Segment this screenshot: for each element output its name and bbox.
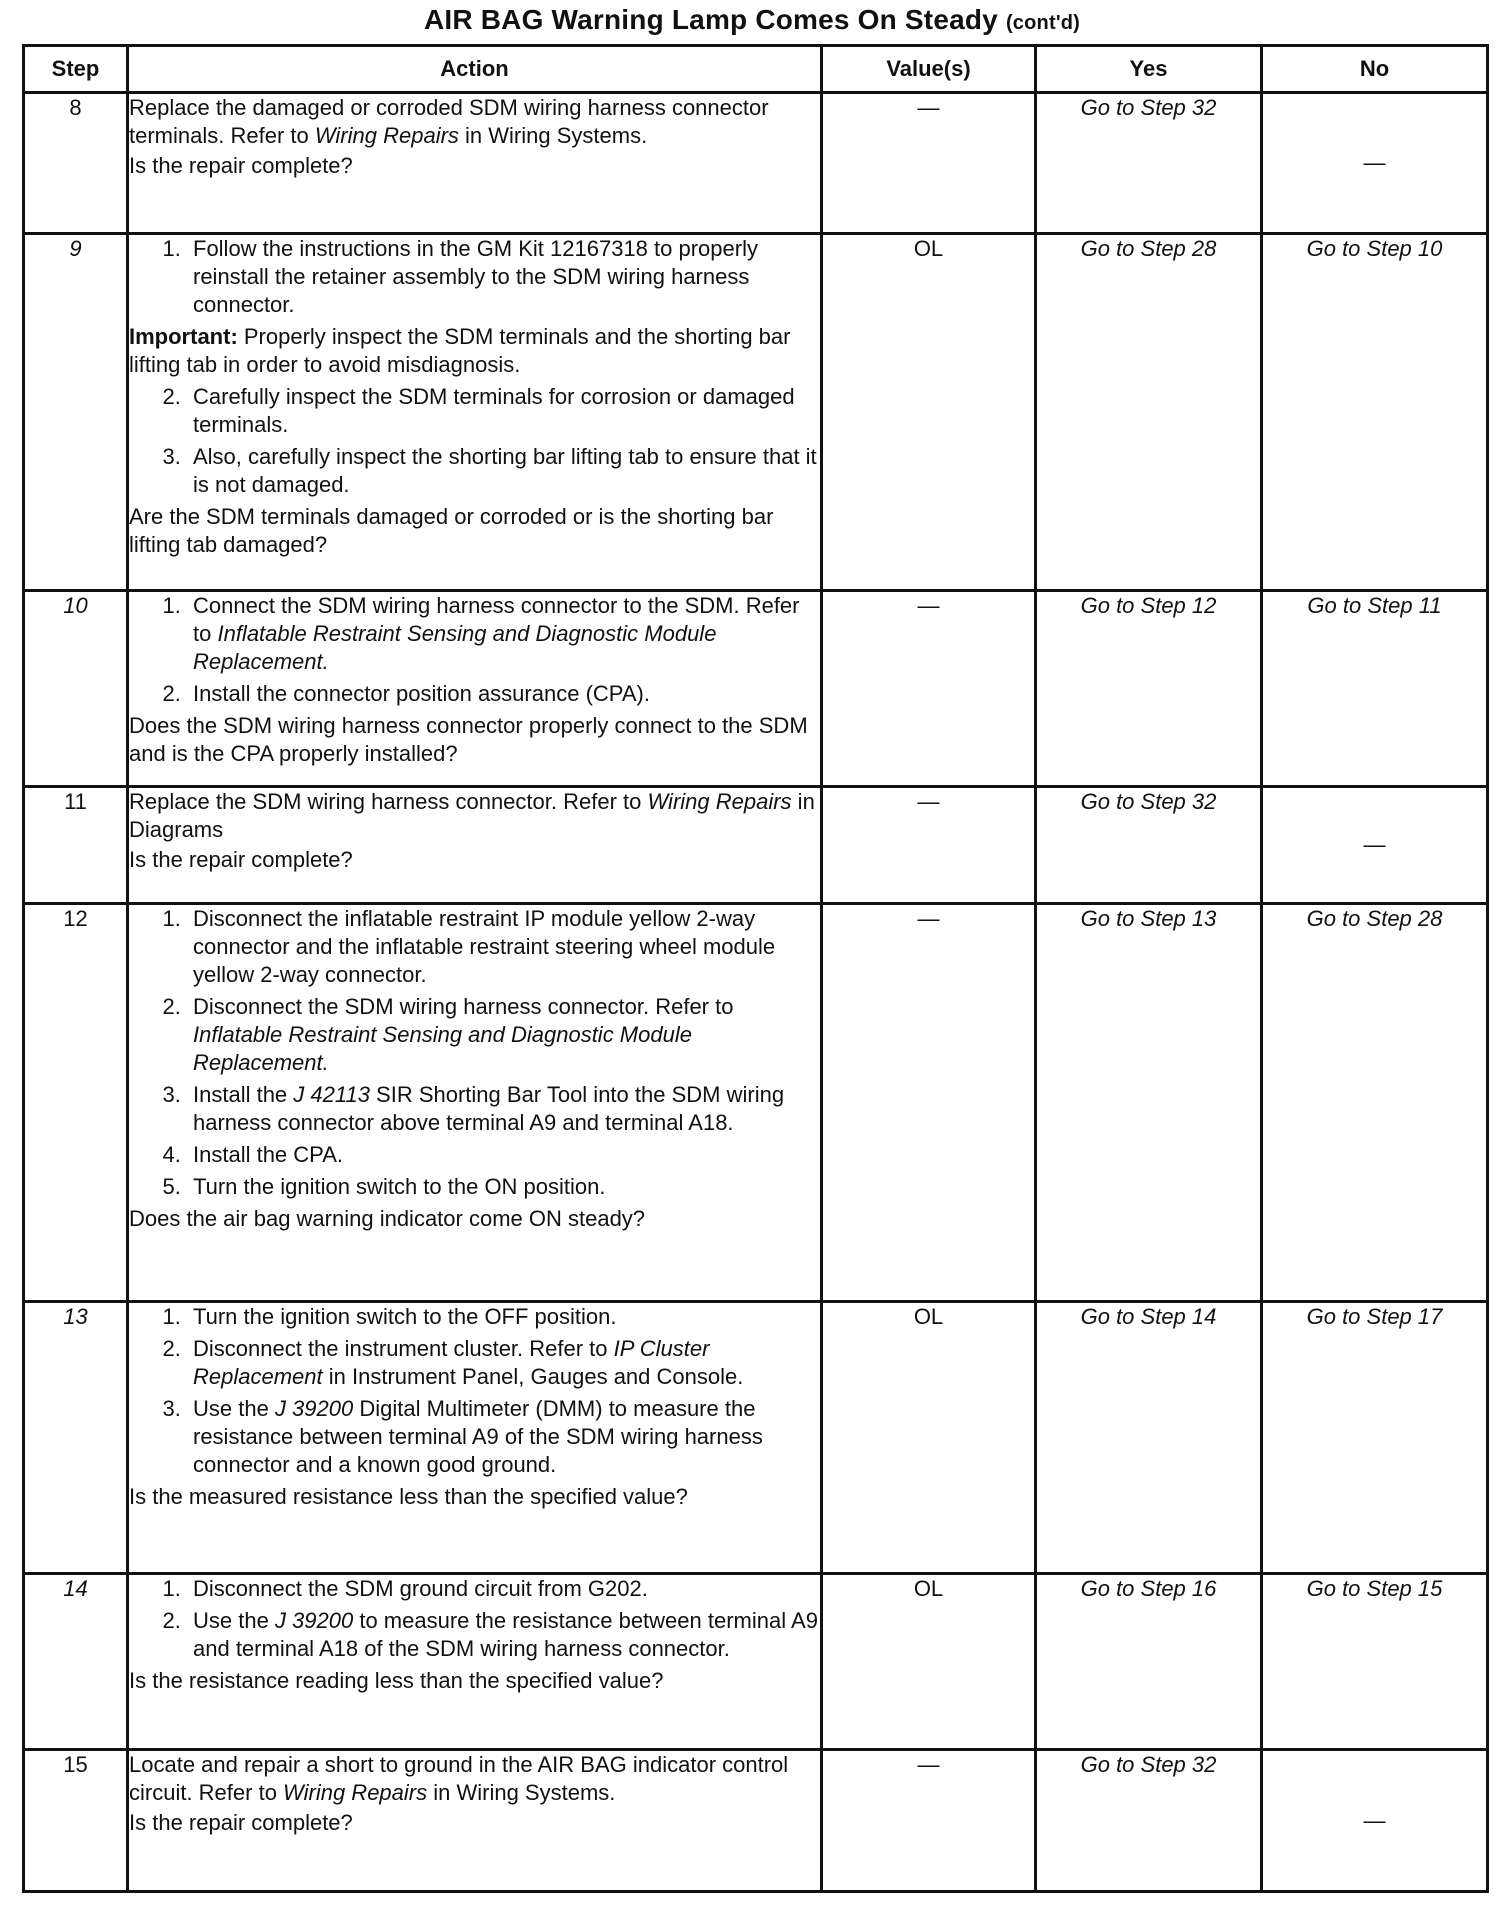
list-item: 2. Use the J 39200 to measure the resistance between terminal A9 and terminal A18 of the SDM wiring harness connector. bbox=[187, 1607, 820, 1663]
action-list bbox=[129, 383, 820, 499]
list-item: 1. Connect the SDM wiring harness connector to the SDM. Refer to Inflatable Restraint Sensing and Diagnostic Module Replacement. bbox=[187, 592, 820, 676]
table-row bbox=[24, 904, 1488, 1302]
step-question: Does the air bag warning indicator come ON steady? bbox=[129, 1206, 646, 1231]
step-yes: Go to Step 32 bbox=[1036, 1750, 1262, 1892]
step-number: 8 bbox=[24, 93, 128, 234]
table-row bbox=[24, 234, 1488, 591]
step-yes: Go to Step 14 bbox=[1036, 1302, 1262, 1574]
step-action bbox=[128, 234, 822, 591]
action-text: Replace the SDM wiring harness connector. Refer to Wiring Repairs in Diagrams bbox=[129, 789, 815, 842]
step-question: Is the repair complete? bbox=[129, 1810, 353, 1835]
step-value: — bbox=[822, 1750, 1036, 1892]
header-step: Step bbox=[24, 46, 128, 93]
step-no: Go to Step 28 bbox=[1262, 904, 1488, 1302]
action-list bbox=[129, 235, 820, 319]
header-action: Action bbox=[128, 46, 822, 93]
step-question: Is the measured resistance less than the specified value? bbox=[129, 1484, 688, 1509]
step-number: 14 bbox=[24, 1574, 128, 1750]
action-text: Locate and repair a short to ground in the AIR BAG indicator control circuit. Refer to Wiring Repairs in Wiring Systems. bbox=[129, 1752, 789, 1805]
list-item: 2. Disconnect the SDM wiring harness connector. Refer to Inflatable Restraint Sensing and Diagnostic Module Replacement. bbox=[187, 993, 820, 1077]
step-number: 12 bbox=[24, 904, 128, 1302]
step-action bbox=[128, 1302, 822, 1574]
step-action bbox=[128, 591, 822, 787]
list-item: 5. Turn the ignition switch to the ON position. bbox=[187, 1173, 820, 1201]
step-yes: Go to Step 13 bbox=[1036, 904, 1262, 1302]
step-yes: Go to Step 28 bbox=[1036, 234, 1262, 591]
step-action bbox=[128, 1574, 822, 1750]
action-list bbox=[129, 1303, 820, 1479]
step-number: 11 bbox=[24, 787, 128, 904]
diagnostic-table bbox=[22, 44, 1489, 1893]
list-item: 2. Install the connector position assurance (CPA). bbox=[187, 680, 820, 708]
step-no: — bbox=[1262, 93, 1488, 234]
action-list bbox=[129, 592, 820, 708]
step-no: — bbox=[1262, 1750, 1488, 1892]
list-item: 3. Install the J 42113 SIR Shorting Bar Tool into the SDM wiring harness connector above terminal A9 and terminal A18. bbox=[187, 1081, 820, 1137]
step-question: Is the repair complete? bbox=[129, 847, 353, 872]
step-yes: Go to Step 32 bbox=[1036, 93, 1262, 234]
table-row bbox=[24, 1302, 1488, 1574]
step-question: Does the SDM wiring harness connector properly connect to the SDM and is the CPA properly installed? bbox=[129, 713, 808, 766]
step-number: 10 bbox=[24, 591, 128, 787]
table-row bbox=[24, 591, 1488, 787]
step-action bbox=[128, 787, 822, 904]
list-item: 1. Turn the ignition switch to the OFF position. bbox=[187, 1303, 820, 1331]
list-item: 2. Carefully inspect the SDM terminals for corrosion or damaged terminals. bbox=[187, 383, 820, 439]
table-header-row bbox=[24, 46, 1488, 93]
list-item: 2. Disconnect the instrument cluster. Refer to IP Cluster Replacement in Instrument Panel, Gauges and Console. bbox=[187, 1335, 820, 1391]
table-row bbox=[24, 1574, 1488, 1750]
title-suffix: (cont'd) bbox=[1005, 12, 1081, 34]
step-no: Go to Step 17 bbox=[1262, 1302, 1488, 1574]
step-number: 9 bbox=[24, 234, 128, 591]
step-value: OL bbox=[822, 1302, 1036, 1574]
list-item: 1. Follow the instructions in the GM Kit 12167318 to properly reinstall the retainer assembly to the SDM wiring harness connector. bbox=[187, 235, 820, 319]
step-yes: Go to Step 16 bbox=[1036, 1574, 1262, 1750]
step-value: — bbox=[822, 591, 1036, 787]
important-note: Important: Properly inspect the SDM terminals and the shorting bar lifting tab in order to avoid misdiagnosis. bbox=[129, 324, 791, 377]
header-value: Value(s) bbox=[822, 46, 1036, 93]
header-yes: Yes bbox=[1036, 46, 1262, 93]
step-question: Is the resistance reading less than the specified value? bbox=[129, 1668, 664, 1693]
step-no: — bbox=[1262, 787, 1488, 904]
table-row bbox=[24, 93, 1488, 234]
list-item: 4. Install the CPA. bbox=[187, 1141, 820, 1169]
step-value: — bbox=[822, 904, 1036, 1302]
title-text: AIR BAG Warning Lamp Comes On Steady bbox=[423, 4, 998, 35]
table-row bbox=[24, 787, 1488, 904]
step-yes: Go to Step 12 bbox=[1036, 591, 1262, 787]
step-no: Go to Step 11 bbox=[1262, 591, 1488, 787]
step-value: — bbox=[822, 93, 1036, 234]
list-item: 3. Use the J 39200 Digital Multimeter (DMM) to measure the resistance between terminal A9 of the SDM wiring harness connector and a known good ground. bbox=[187, 1395, 820, 1479]
step-yes: Go to Step 32 bbox=[1036, 787, 1262, 904]
action-list bbox=[129, 1575, 820, 1663]
list-item: 3. Also, carefully inspect the shorting bar lifting tab to ensure that it is not damaged. bbox=[187, 443, 820, 499]
step-question: Are the SDM terminals damaged or corroded or is the shorting bar lifting tab damaged? bbox=[129, 504, 774, 557]
step-question: Is the repair complete? bbox=[129, 153, 353, 178]
step-value: OL bbox=[822, 1574, 1036, 1750]
step-action bbox=[128, 93, 822, 234]
step-action bbox=[128, 904, 822, 1302]
step-number: 15 bbox=[24, 1750, 128, 1892]
list-item: 1. Disconnect the inflatable restraint IP module yellow 2-way connector and the inflatable restraint steering wheel module yellow 2-way connector. bbox=[187, 905, 820, 989]
action-text: Replace the damaged or corroded SDM wiring harness connector terminals. Refer to Wiring Repairs in Wiring Systems. bbox=[129, 95, 769, 148]
step-value: — bbox=[822, 787, 1036, 904]
action-list bbox=[129, 905, 820, 1201]
step-no: Go to Step 10 bbox=[1262, 234, 1488, 591]
table-row bbox=[24, 1750, 1488, 1892]
step-action bbox=[128, 1750, 822, 1892]
step-no: Go to Step 15 bbox=[1262, 1574, 1488, 1750]
page-title bbox=[0, 0, 1504, 41]
list-item: 1. Disconnect the SDM ground circuit from G202. bbox=[187, 1575, 820, 1603]
step-number: 13 bbox=[24, 1302, 128, 1574]
header-no: No bbox=[1262, 46, 1488, 93]
step-value: OL bbox=[822, 234, 1036, 591]
